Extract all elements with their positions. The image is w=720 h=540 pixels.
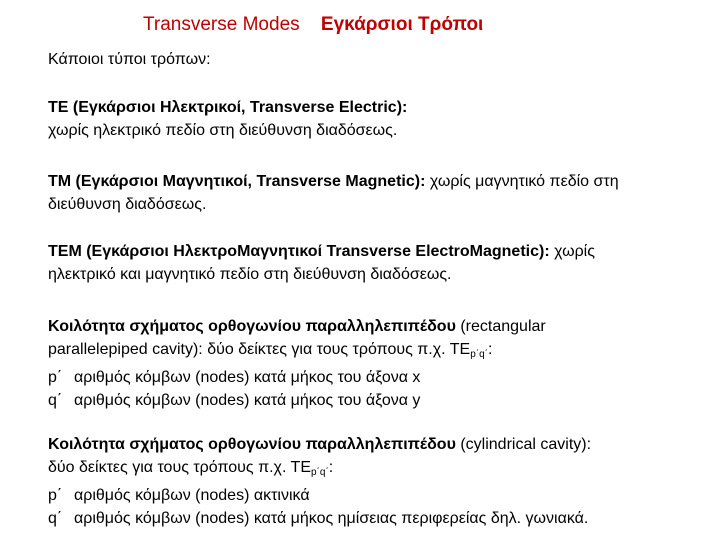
- rect-description-1: (rectangular: [460, 318, 546, 335]
- rect-item-q-marker: q΄: [48, 392, 63, 409]
- cyl-item-p-text: αριθμός κόμβων (nodes) ακτινικά: [74, 487, 310, 504]
- cyl-item-p: [48, 484, 591, 507]
- title-english: Transverse Modes: [143, 14, 300, 35]
- rect-item-q-text: αριθμός κόμβων (nodes) κατά μήκος του άξονα y: [74, 392, 421, 409]
- rect-item-p: [48, 366, 546, 389]
- cyl-cavity-section: [48, 433, 591, 530]
- te-heading-bold: ΤΕ (Εγκάρσιοι Ηλεκτρικοί, Transverse Electric):: [48, 99, 408, 116]
- intro-line: Κάποιοι τύποι τρόπων:: [48, 51, 211, 68]
- tm-description-2: διεύθυνση διαδόσεως.: [48, 196, 207, 213]
- slide-title: [143, 14, 483, 36]
- tm-heading-bold: ΤΜ (Εγκάρσιοι Μαγνητικοί, Transverse Magnetic):: [48, 173, 426, 190]
- rect-mode-subscript: p΄q΄: [470, 349, 488, 360]
- tem-heading-bold: ΤΕΜ (Εγκάρσιοι ΗλεκτροΜαγνητικοί Transverse ElectroMagnetic):: [48, 243, 550, 260]
- cyl-item-q-text: αριθμός κόμβων (nodes) κατά μήκος ημίσειας περιφερείας δηλ. γωνιακά.: [74, 510, 589, 527]
- tm-description-1: χωρίς μαγνητικό πεδίο στη: [429, 173, 619, 190]
- title-greek: Εγκάρσιοι Τρόποι: [320, 14, 484, 35]
- rect-cavity-section: [48, 315, 546, 412]
- tm-line-1: [48, 170, 619, 193]
- cyl-mode-subscript: p΄q΄: [311, 467, 329, 478]
- tem-description-1: χωρίς: [554, 243, 595, 260]
- rect-line-1: [48, 315, 546, 338]
- intro-text: [48, 48, 211, 71]
- te-description: χωρίς ηλεκτρικό πεδίο στη διεύθυνση διαδόσεως.: [48, 122, 398, 139]
- rect-item-p-marker: p΄: [48, 369, 63, 386]
- te-section: [48, 96, 407, 142]
- rect-heading-bold: Κοιλότητα σχήματος ορθογωνίου παραλληλεπιπέδου: [48, 318, 456, 335]
- tem-line-1: [48, 240, 595, 263]
- tem-description-2: ηλεκτρικό και μαγνητικό πεδίο στη διεύθυνση διαδόσεως.: [48, 266, 452, 283]
- cyl-line-2: [48, 456, 591, 484]
- cyl-description-2-end: :: [328, 459, 334, 476]
- te-heading: [48, 96, 407, 119]
- cyl-description-1: (cylindrical cavity):: [460, 436, 592, 453]
- cyl-item-q-marker: q΄: [48, 510, 63, 527]
- cyl-item-q: [48, 507, 591, 530]
- rect-description-2: parallelepiped cavity): δύο δείκτες για τους τρόπους π.χ. ΤΕ: [48, 341, 471, 358]
- rect-line-2: [48, 338, 546, 366]
- cyl-item-p-marker: p΄: [48, 487, 63, 504]
- cyl-heading-bold: Κοιλότητα σχήματος ορθογωνίου παραλληλεπιπέδου: [48, 436, 456, 453]
- rect-item-p-text: αριθμός κόμβων (nodes) κατά μήκος του άξονα x: [74, 369, 421, 386]
- rect-item-q: [48, 389, 546, 412]
- cyl-line-1: [48, 433, 591, 456]
- tm-section: [48, 170, 619, 216]
- tem-section: [48, 240, 595, 286]
- cyl-description-2: δύο δείκτες για τους τρόπους π.χ. ΤΕ: [48, 459, 311, 476]
- rect-description-2-end: :: [487, 341, 493, 358]
